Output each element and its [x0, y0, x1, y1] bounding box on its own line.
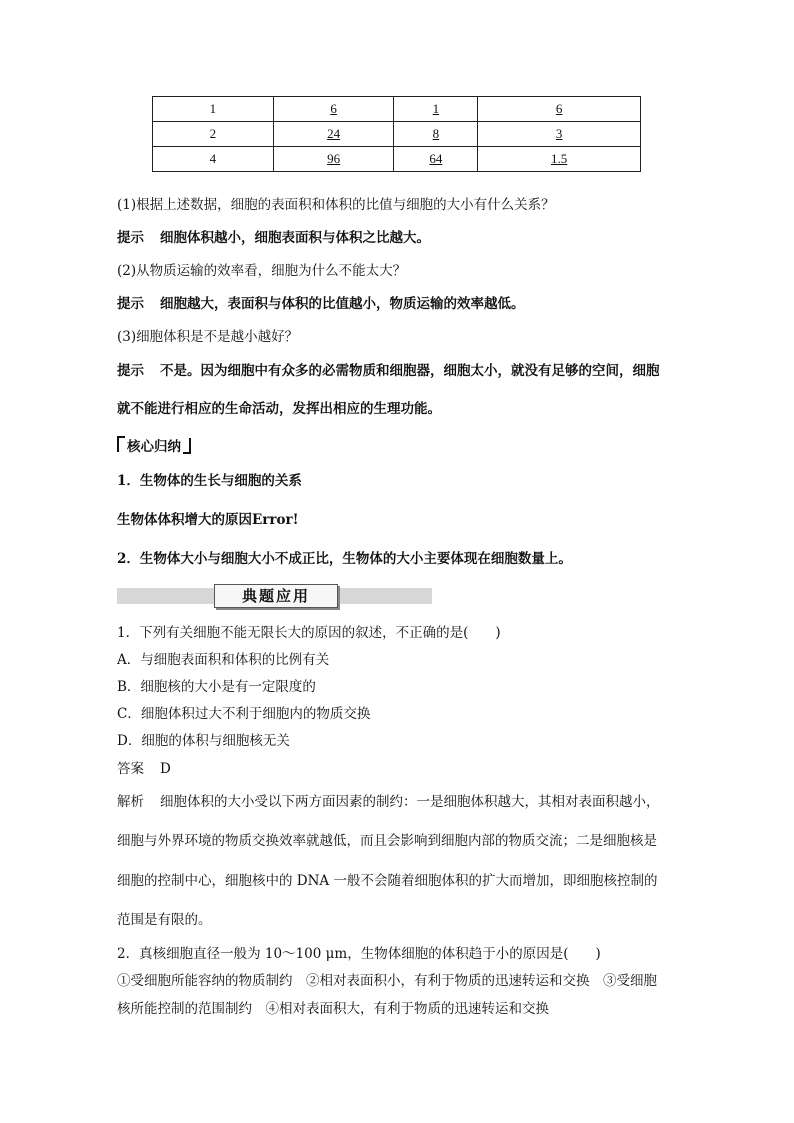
analysis-label: 解析: [117, 794, 144, 810]
hint-text: 不是。因为细胞中有众多的必需物质和细胞器，细胞太小，就没有足够的空间，细胞: [160, 363, 660, 379]
answer-value: D: [160, 761, 171, 777]
table-cell: 3: [555, 126, 563, 141]
hint-2: [117, 295, 525, 313]
exercise-1-analysis: [117, 793, 660, 811]
exercise-2-choices-line-1: ①受细胞所能容纳的物质制约 ②相对表面积小，有利于物质的迅速转运和交换 ③受细胞: [117, 973, 657, 989]
core-summary-title: 核心归纳: [127, 439, 181, 455]
question-2: (2)从物质运输的效率看，细胞为什么不能太大？: [117, 263, 407, 279]
table-cell: 6: [330, 101, 337, 116]
table-cell: 96: [327, 151, 341, 166]
table-row: [153, 122, 641, 147]
exercise-2-question: 2．真核细胞直径一般为 10～100 μm，生物体细胞的体积趋于小的原因是( ): [117, 946, 601, 962]
question-1: (1)根据上述数据，细胞的表面积和体积的比值与细胞的大小有什么关系？: [117, 197, 555, 213]
exercise-1-option-a: A．与细胞表面积和体积的比例有关: [117, 652, 330, 668]
table-row: [153, 97, 641, 122]
hint-label: 提示: [117, 230, 144, 246]
exercise-1-option-c: C．细胞体积过大不利于细胞内的物质交换: [117, 706, 371, 722]
bracket-close-icon: [183, 438, 191, 454]
hint-3-continued: 就不能进行相应的生命活动，发挥出相应的生理功能。: [117, 401, 441, 417]
bracket-open-icon: [117, 436, 125, 452]
table-cell: 6: [555, 101, 563, 116]
data-table: [152, 96, 641, 172]
core-point-1: 1．生物体的生长与细胞的关系: [117, 473, 302, 489]
section-banner-title: 典题应用: [214, 584, 338, 608]
exercise-1-analysis-line: 范围是有限的。: [117, 912, 212, 928]
table-cell: 8: [432, 126, 440, 141]
table-row: [153, 147, 641, 172]
core-summary-heading: [117, 436, 191, 457]
hint-3: [117, 362, 660, 380]
hint-label: 提示: [117, 363, 144, 379]
table-cell: 64: [429, 151, 443, 166]
exercise-2-choices-line-2: 核所能控制的范围制约 ④相对表面积大，有利于物质的迅速转运和交换: [117, 1001, 549, 1017]
exercise-1-answer: [117, 760, 171, 778]
answer-label: 答案: [117, 761, 144, 777]
table-cell: 4: [153, 147, 274, 172]
table-cell: 1: [153, 97, 274, 122]
exercise-1-analysis-line: 细胞的控制中心，细胞核中的 DNA 一般不会随着细胞体积的扩大而增加，即细胞核控制的: [117, 873, 658, 889]
analysis-text: 细胞体积的大小受以下两方面因素的制约：一是细胞体积越大，其相对表面积越小，: [160, 794, 660, 810]
table-cell: 1.5: [551, 151, 568, 166]
hint-text: 细胞越大，表面积与体积的比值越小，物质运输的效率越低。: [160, 296, 525, 312]
exercise-1-question: 1．下列有关细胞不能无限长大的原因的叙述，不正确的是( ): [117, 625, 501, 641]
hint-label: 提示: [117, 296, 144, 312]
question-3: (3)细胞体积是不是越小越好？: [117, 329, 299, 345]
core-point-2: 2．生物体大小与细胞大小不成正比，生物体的大小主要体现在细胞数量上。: [117, 551, 572, 567]
table-cell: 2: [153, 122, 274, 147]
exercise-1-option-b: B．细胞核的大小是有一定限度的: [117, 679, 316, 695]
hint-text: 细胞体积越小，细胞表面积与体积之比越大。: [160, 230, 430, 246]
hint-1: [117, 229, 430, 247]
table-cell: 24: [327, 126, 341, 141]
table-cell: 1: [432, 101, 440, 116]
exercise-1-option-d: D．细胞的体积与细胞核无关: [117, 733, 290, 749]
exercise-1-analysis-line: 细胞与外界环境的物质交换效率就越低，而且会影响到细胞内部的物质交流；二是细胞核是: [117, 833, 657, 849]
core-point-1-sub: 生物体体积增大的原因Error!: [117, 512, 299, 528]
